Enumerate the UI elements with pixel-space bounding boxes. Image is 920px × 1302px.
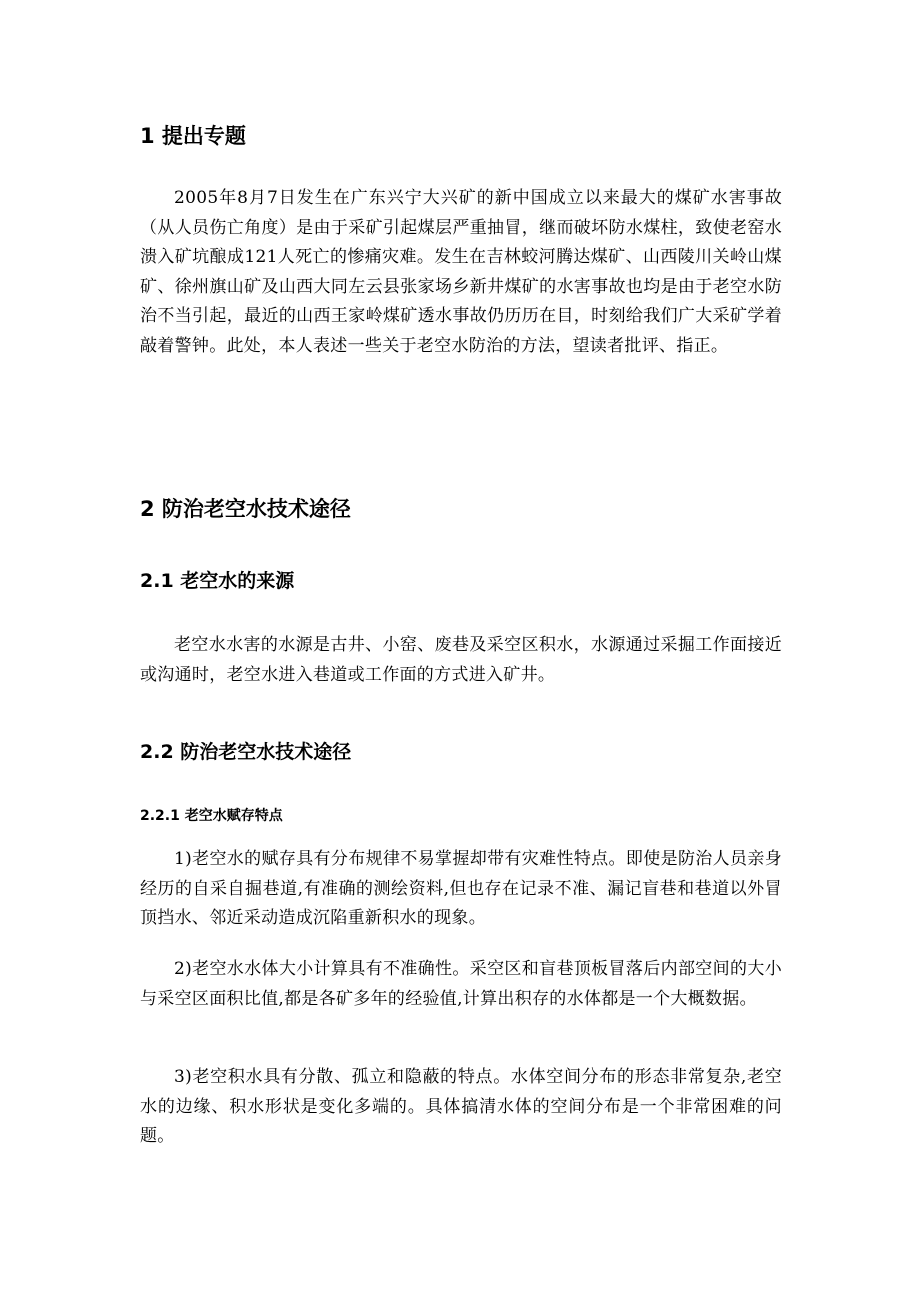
list-item-2: 2)老空水水体大小计算具有不准确性。采空区和盲巷顶板冒落后内部空间的大小与采空区面积比值,都是各矿多年的经验值,计算出积存的水体都是一个大概数据。 (140, 959, 782, 1009)
section-2-heading: 2 防治老空水技术途径 (140, 497, 351, 521)
section-2-1-heading: 2.1 老空水的来源 (140, 570, 295, 592)
list-item-3: 3)老空积水具有分散、孤立和隐蔽的特点。水体空间分布的形态非常复杂,老空水的边缘、积水形状是变化多端的。具体搞清水体的空间分布是一个非常困难的问题。 (140, 1067, 782, 1146)
section-2-2-1-heading: 2.2.1 老空水赋存特点 (140, 808, 283, 824)
section-1-paragraph: 2005年8月7日发生在广东兴宁大兴矿的新中国成立以来最大的煤矿水害事故（从人员伤亡角度）是由于采矿引起煤层严重抽冒，继而破坏防水煤柱，致使老窑水溃入矿坑酿成121人死亡的惨痛灾难。发生在吉林蛟河腾达煤矿、山西陵川关岭山煤矿、徐州旗山矿及山西大同左云县张家场乡新井煤矿的水害事故也均是由于老空水防治不当引起，最近的山西王家岭煤矿透水事故仍历历在目，时刻给我们广大采矿学着敲着警钟。此处，本人表述一些关于老空水防治的方法，望读者批评、指正。 (140, 188, 782, 356)
section-1-heading: 1 提出专题 (140, 124, 246, 148)
section-2-1-paragraph: 老空水水害的水源是古井、小窑、废巷及采空区积水，水源通过采掘工作面接近或沟通时，老空水进入巷道或工作面的方式进入矿井。 (140, 635, 782, 685)
list-item-1: 1)老空水的赋存具有分布规律不易掌握却带有灾难性特点。即使是防治人员亲身经历的自采自掘巷道,有准确的测绘资料,但也存在记录不准、漏记盲巷和巷道以外冒顶挡水、邻近采动造成沉陷重新积水的现象。 (140, 849, 782, 928)
section-2-2-heading: 2.2 防治老空水技术途径 (140, 741, 352, 763)
